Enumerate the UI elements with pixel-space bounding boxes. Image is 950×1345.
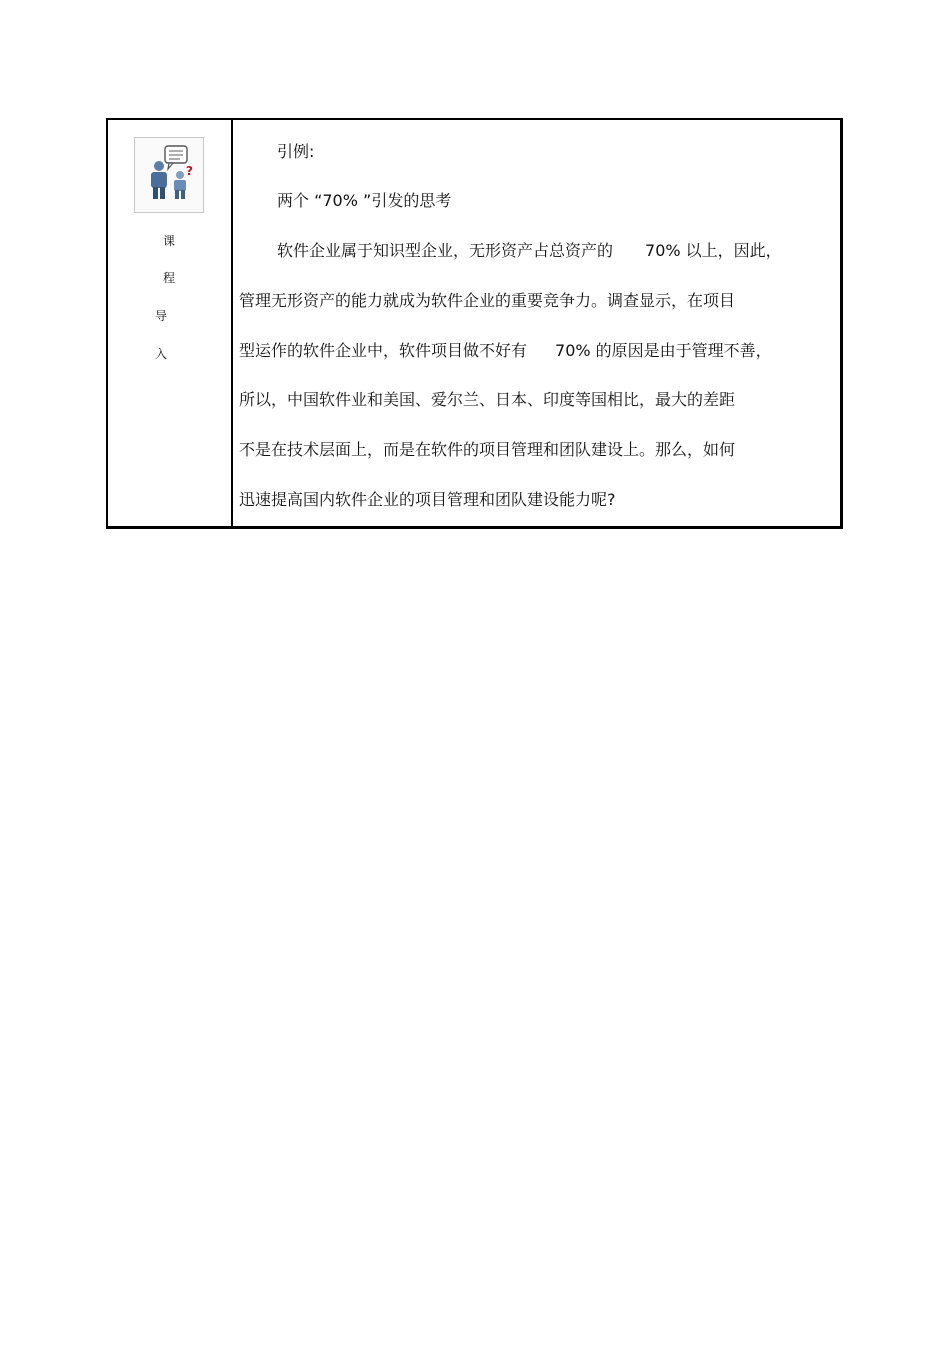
paragraph-line bbox=[239, 440, 735, 460]
paragraph-line bbox=[277, 241, 782, 261]
paragraph-text: 70% 的原因是由于管理不善， bbox=[555, 341, 772, 360]
sidebar-label-char: 程 bbox=[163, 271, 176, 285]
paragraph-line bbox=[239, 341, 772, 361]
paragraph-text: 所以，中国软件业和美国、爱尔兰、日本、印度等国相比，最大的差距 bbox=[239, 390, 736, 409]
paragraph-text: 软件企业属于知识型企业，无形资产占总资产的 bbox=[277, 241, 614, 260]
paragraph-line bbox=[239, 390, 735, 410]
discussion-icon bbox=[134, 137, 204, 213]
paragraph-text: 管理无形资产的能力就成为软件企业的重要竞争力。调查显示，在项目 bbox=[239, 291, 736, 310]
sidebar-label-char: 入 bbox=[155, 347, 168, 361]
section-heading: 引例: bbox=[277, 142, 315, 161]
paragraph-text: 迅速提高国内软件企业的项目管理和团队建设能力呢? bbox=[239, 490, 616, 509]
svg-text:?: ? bbox=[186, 164, 193, 178]
sidebar-label-char: 课 bbox=[163, 234, 176, 248]
sidebar-label-char: 导 bbox=[155, 309, 168, 323]
paragraph-text: 不是在技术层面上，而是在软件的项目管理和团队建设上。那么，如何 bbox=[239, 440, 736, 459]
paragraph-line bbox=[239, 291, 735, 311]
paragraph-text: 70% 以上，因此， bbox=[645, 241, 782, 260]
people-question-icon bbox=[135, 138, 203, 212]
paragraph-text: 型运作的软件企业中，软件项目做不好有 bbox=[239, 341, 528, 360]
column-divider bbox=[231, 118, 233, 529]
article-title: 两个 “70% ”引发的思考 bbox=[277, 191, 452, 210]
paragraph-line bbox=[239, 490, 616, 510]
